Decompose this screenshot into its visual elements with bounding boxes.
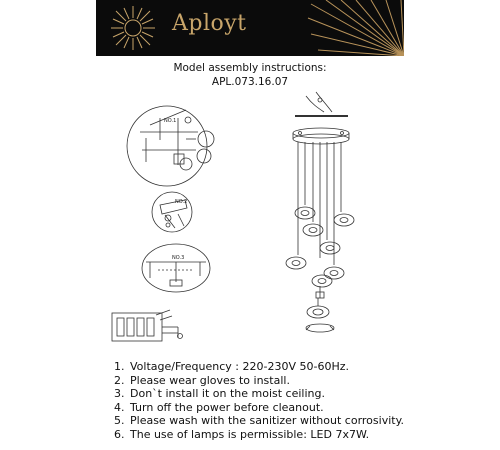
instruction-number: 2. (114, 373, 125, 387)
instruction-text: Please wash with the sanitizer without corrosivity. (130, 414, 405, 428)
instruction-item (114, 414, 404, 428)
instruction-item (114, 360, 404, 374)
instruction-number: 6. (114, 427, 125, 441)
instructions-list (114, 360, 404, 442)
instruction-item (114, 374, 404, 388)
instruction-item (114, 428, 404, 442)
step3-label: NO.3 (172, 255, 185, 261)
instruction-text: The use of lamps is permissible: LED 7x7W. (130, 427, 370, 441)
instruction-text: Don`t install it on the moist ceiling. (130, 387, 325, 401)
instruction-number: 1. (114, 360, 125, 373)
model-code: APL.073.16.07 (211, 76, 289, 88)
step3-diagram (142, 244, 210, 292)
brand-name: Aployt (172, 11, 247, 36)
instruction-text: Please wear gloves to install. (130, 373, 290, 387)
step2-diagram (152, 192, 192, 232)
instruction-text: Voltage/Frequency : 220-230V 50-60Hz. (130, 360, 349, 373)
step2-label: NO.2 (175, 199, 188, 205)
wiring-terminal-diagram (112, 310, 183, 341)
step1-label: NO.1 (164, 118, 177, 124)
instruction-item (114, 401, 404, 415)
instruction-number: 4. (114, 400, 125, 414)
instruction-number: 3. (114, 387, 125, 401)
instruction-item (114, 387, 404, 401)
instruction-text: Turn off the power before cleanout. (130, 400, 324, 414)
document-title: Model assembly instructions: (173, 62, 327, 74)
chandelier-diagram (286, 92, 354, 332)
instruction-number: 5. (114, 414, 125, 428)
